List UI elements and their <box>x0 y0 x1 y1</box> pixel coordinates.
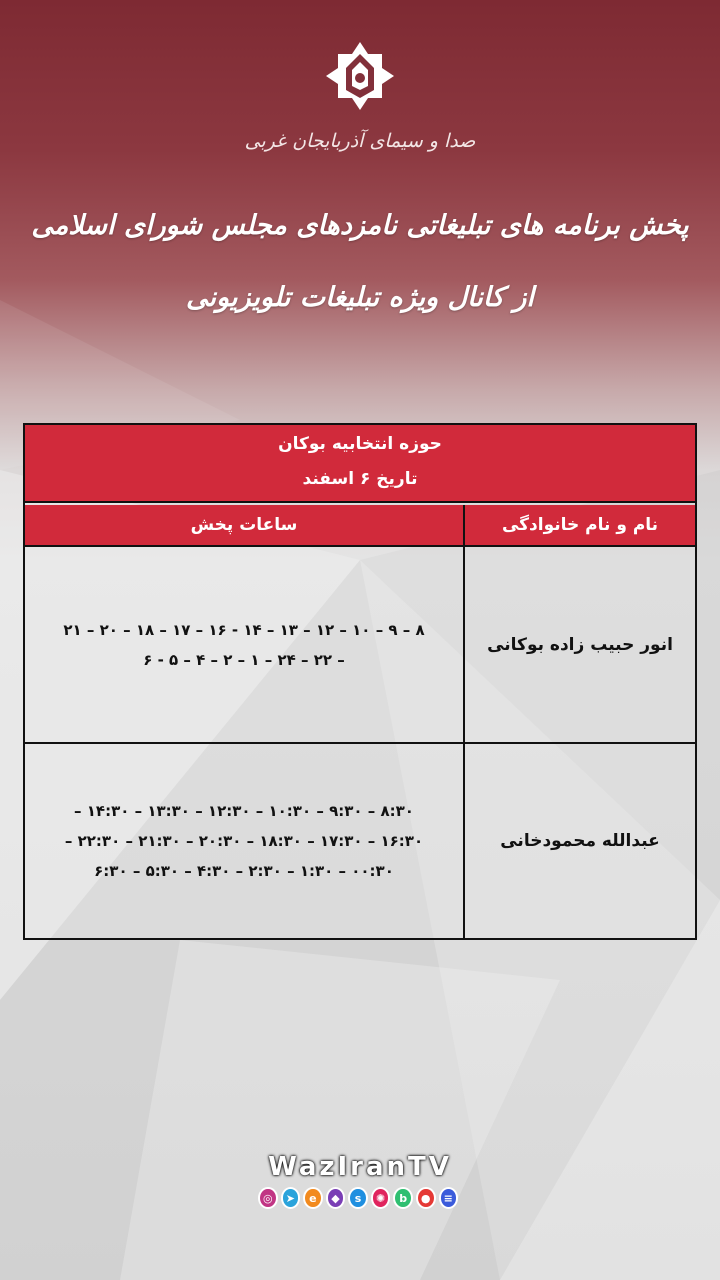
times-line: ۱۶:۳۰ – ۱۷:۳۰ – ۱۸:۳۰ – ۲۰:۳۰ – ۲۱:۳۰ – ۲۲:۳۰ – <box>64 832 424 850</box>
times-line: ۰۰:۳۰ – ۱:۳۰ – ۲:۳۰ – ۴:۳۰ – ۵:۳۰ – ۶:۳۰ <box>94 862 394 880</box>
organization-name: صدا و سیمای آذربایجان غربی <box>244 130 476 152</box>
column-header-name: نام و نام خانوادگی <box>501 515 659 535</box>
table-row <box>25 547 695 744</box>
broadcast-times <box>25 547 463 742</box>
district-title: حوزه انتخابیه بوکان <box>278 434 442 454</box>
instagram-icon[interactable]: ◎ <box>258 1187 278 1209</box>
brand-watermark: WazIranTV <box>268 1152 452 1182</box>
aparat-icon[interactable]: ✺ <box>371 1187 391 1209</box>
igap-icon[interactable]: ● <box>416 1187 436 1209</box>
broadcast-schedule-table <box>23 423 697 940</box>
column-divider <box>463 505 465 938</box>
irib-logo-icon <box>324 40 396 112</box>
candidate-name: انور حبیب زاده بوکانی <box>487 634 673 655</box>
times-line: ۸ – ۹ – ۱۰ – ۱۲ – ۱۳ – ۱۴ - ۱۶ – ۱۷ – ۱۸ – ۲۰ – ۲۱ <box>63 620 425 639</box>
social-icons-row <box>258 1187 458 1213</box>
table-row <box>25 744 695 938</box>
headline-line-1: پخش برنامه های تبلیغاتی نامزدهای مجلس شورای اسلامی <box>31 210 689 241</box>
eitaa-icon[interactable]: e <box>303 1187 323 1209</box>
table-header-row <box>25 505 695 547</box>
telegram-icon[interactable]: ➤ <box>281 1187 301 1209</box>
headline-line-2: از کانال ویژه تبلیغات تلویزیونی <box>186 282 534 313</box>
bale-icon[interactable]: b <box>393 1187 413 1209</box>
column-header-times: ساعات پخش <box>190 515 298 535</box>
rubika-icon[interactable]: ◆ <box>326 1187 346 1209</box>
schedule-date: تاریخ ۶ اسفند <box>302 469 418 489</box>
times-line: ۸:۳۰ – ۹:۳۰ – ۱۰:۳۰ – ۱۲:۳۰ – ۱۳:۳۰ – ۱۴:۳۰ – <box>74 802 414 820</box>
soroush-icon[interactable]: s <box>348 1187 368 1209</box>
gap-icon[interactable]: ≡ <box>439 1187 459 1209</box>
table-banner <box>25 425 695 503</box>
broadcast-times <box>25 744 463 938</box>
times-line: – ۲۲ – ۲۴ – ۱ – ۲ – ۴ – ۵ - ۶ <box>143 650 345 669</box>
candidate-name: عبدالله محمودخانی <box>500 831 660 851</box>
